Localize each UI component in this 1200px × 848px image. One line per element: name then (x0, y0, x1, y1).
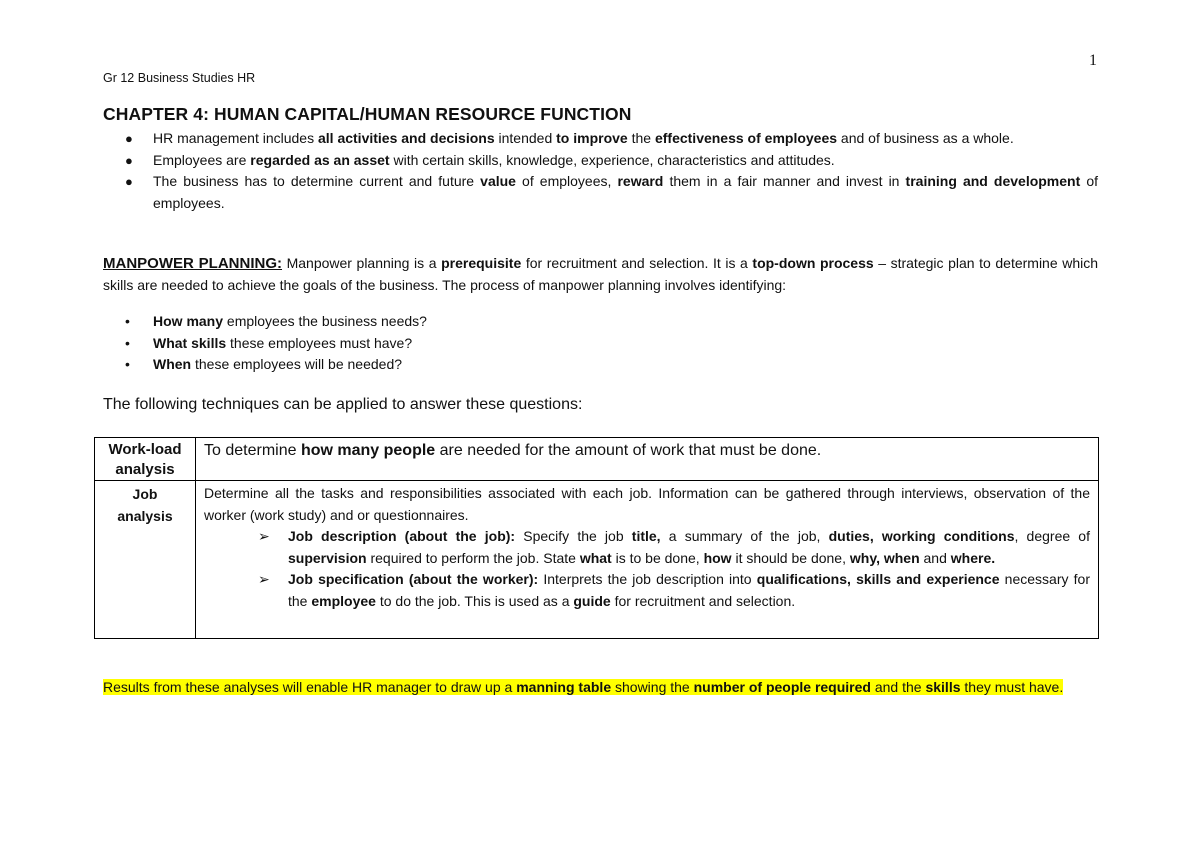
question-list (103, 311, 1098, 376)
bold-text-run: What skills (153, 334, 227, 351)
job-specification-item (204, 569, 1090, 612)
text-run: is to be done, (611, 549, 704, 566)
bold-text-run: supervision (288, 549, 367, 566)
text-run: required to perform the job. State (366, 549, 580, 566)
job-analysis-description-cell (196, 481, 1099, 639)
bold-text-run: When (153, 356, 192, 372)
text-run: Specify the job (515, 528, 632, 544)
techniques-intro: The following techniques can be applied to answer these questions: (103, 396, 583, 413)
workload-label-line2: analysis (115, 461, 175, 478)
text-run: a summary of the job, (660, 528, 829, 544)
text-run: intended (494, 130, 557, 146)
job-analysis-label-cell (95, 481, 196, 639)
workload-description-cell (196, 438, 1099, 481)
bold-text-run: number of people required (693, 679, 871, 695)
text-run: Employees are (153, 151, 251, 168)
bold-text-run: why, when (849, 549, 920, 566)
text-run: these employees will be needed? (191, 356, 403, 372)
job-analysis-label-line1: Job (132, 486, 158, 502)
job-analysis-label-line2: analysis (117, 508, 173, 524)
bold-text-run: training and development (905, 173, 1081, 189)
bold-text-run: employee (311, 592, 376, 609)
bullet-icon: • (125, 313, 130, 329)
text-run: for recruitment and selection. (610, 592, 796, 609)
intro-bullet-item (103, 171, 1098, 214)
question-item (103, 311, 1098, 333)
bullet-icon: ● (125, 152, 133, 168)
text-run: , degree of (1014, 528, 1090, 544)
bold-text-run: what (579, 549, 612, 566)
bold-text-run: Job description (about the job): (288, 528, 516, 544)
table-row (95, 438, 1099, 481)
text-run: the (627, 130, 655, 146)
workload-label-line1: Work-load (108, 441, 182, 458)
highlighted-result-text (103, 679, 1063, 695)
bold-text-run: qualifications, skills and experience (756, 571, 1000, 587)
text-run: necessary for the (288, 571, 1090, 609)
text-run: To determine (204, 442, 301, 459)
text-run: they must have. (960, 679, 1064, 695)
page-number: 1 (1089, 52, 1097, 69)
text-run: and the (870, 679, 926, 695)
text-run: Interprets the job description into (538, 571, 757, 587)
text-run: showing the (611, 679, 694, 695)
bold-text-run: manning table (516, 679, 612, 695)
bold-text-run: prerequisite (441, 255, 522, 271)
table-row (95, 481, 1099, 639)
manpower-planning-heading: MANPOWER PLANNING: (103, 255, 283, 272)
bold-text-run: value (480, 173, 516, 189)
arrow-bullet-icon: ➢ (258, 528, 270, 544)
text-run: for recruitment and selection. It is a (521, 255, 753, 271)
bullet-icon: ● (125, 131, 133, 146)
text-run: to do the job. This is used as a (375, 592, 574, 609)
text-run: The business has to determine current and future (153, 173, 481, 189)
bold-text-run: skills (925, 679, 961, 695)
intro-bullet-list (103, 128, 1098, 214)
text-run: are needed for the amount of work that must be done. (435, 442, 822, 459)
text-run: Manpower planning is a (282, 255, 442, 271)
job-description-item (204, 526, 1090, 569)
bold-text-run: how many people (300, 442, 436, 459)
bold-text-run: How many (153, 313, 224, 329)
chapter-title: CHAPTER 4: HUMAN CAPITAL/HUMAN RESOURCE FUNCTION (103, 104, 632, 124)
text-run: – strategic plan to determine which skills are needed to achieve the goals of the business. The process of manpower planning involves identifying: (103, 255, 1099, 293)
question-item (103, 333, 1098, 355)
text-run: of employees. (153, 173, 1099, 211)
bold-text-run: Job specification (about the worker): (288, 571, 539, 587)
workload-label-cell (95, 438, 196, 481)
result-statement (103, 677, 1098, 699)
bullet-icon: ● (125, 174, 133, 189)
document-header: Gr 12 Business Studies HR (103, 71, 256, 85)
bold-text-run: where. (950, 549, 996, 566)
bold-text-run: to improve (556, 130, 628, 146)
manpower-planning-paragraph (103, 253, 1098, 296)
bullet-icon: • (125, 356, 130, 372)
techniques-table (94, 437, 1099, 639)
intro-bullet-item (103, 128, 1098, 150)
text-run: these employees must have? (226, 334, 413, 351)
text-run: and (919, 549, 951, 566)
text-run: and of business as a whole. (837, 130, 1014, 146)
bold-text-run: title, (631, 528, 661, 544)
text-run: of employees, (515, 173, 618, 189)
text-run: them in a fair manner and invest in (663, 173, 906, 189)
text-run: HR management includes (153, 130, 318, 146)
bold-text-run: top-down process (752, 255, 874, 271)
text-run: with certain skills, knowledge, experience, characteristics and attitudes. (389, 151, 835, 168)
bold-text-run: how (703, 549, 732, 566)
bold-text-run: guide (573, 592, 611, 609)
bold-text-run: duties, working conditions (828, 528, 1015, 544)
job-analysis-intro: Determine all the tasks and responsibilities associated with each job. Information can be gathered through interviews, observation of the worker (work study) and or questionnaires. (204, 485, 1090, 523)
text-run: it should be done, (731, 549, 850, 566)
text-run: Results from these analyses will enable HR manager to draw up a (103, 679, 517, 695)
text-run: employees the business needs? (223, 313, 427, 329)
bold-text-run: effectiveness of employees (654, 130, 838, 146)
bullet-icon: • (125, 334, 130, 351)
arrow-bullet-icon: ➢ (258, 571, 270, 587)
bold-text-run: regarded as an asset (250, 151, 390, 168)
bold-text-run: reward (617, 173, 664, 189)
intro-bullet-item (103, 150, 1098, 172)
bold-text-run: all activities and decisions (317, 130, 495, 146)
question-item (103, 354, 1098, 376)
